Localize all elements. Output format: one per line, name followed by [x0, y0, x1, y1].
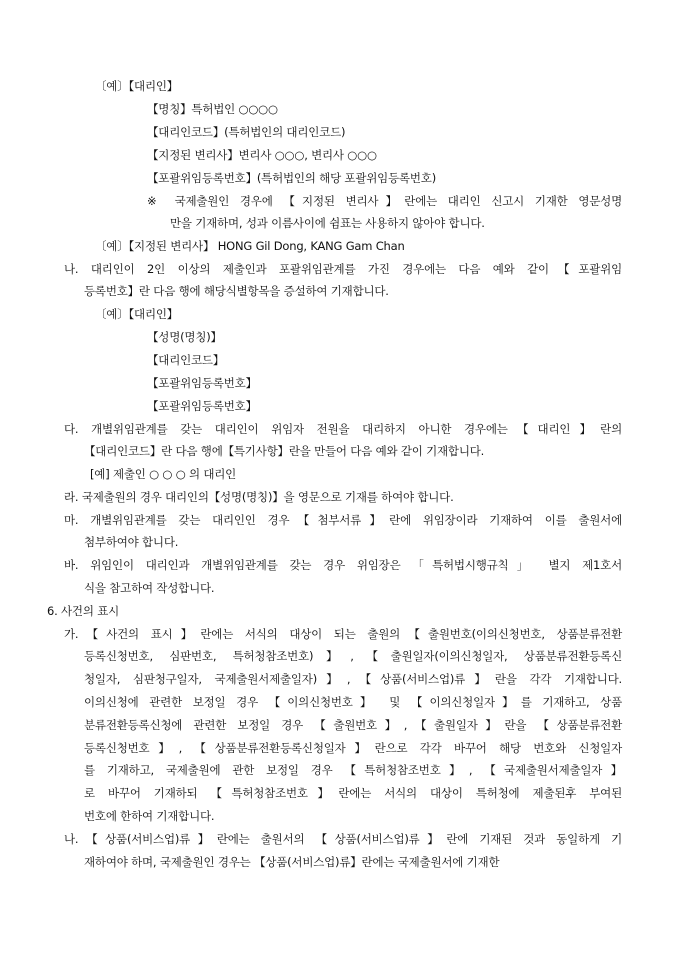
section-heading: 6. 사건의 표시 — [47, 604, 120, 618]
field-power-of-attorney-number: 【포괄위임등록번호】 — [147, 376, 257, 390]
paragraph-line: 번호에 한하여 기재합니다. — [84, 809, 215, 823]
example-label: 〔예〕【지정된 변리사】 HONG Gil Dong, KANG Gam Chan — [95, 239, 405, 253]
paragraph-line: 등록신청번호, 심판번호, 특허청참조번호)】,【출원일자(이의신청일자, 상품분류전환등록신 — [84, 649, 622, 663]
example-label: 〔예〕【대리인】 — [95, 79, 179, 93]
paragraph-line: 등록신청번호】, 【상품분류전환등록신청일자】란으로 각각 바꾸어 해당 번호와 신청일자 — [84, 741, 622, 755]
field-agent-code: 【대리인코드】 — [147, 353, 225, 367]
paragraph-line: 청일자, 심판청구일자, 국제출원서제출일자)】,【상품(서비스업)류】란을 각각 기재합니다. — [84, 672, 622, 686]
paragraph-line: 라. 국제출원의 경우 대리인의【성명(명칭)】을 영문으로 기재를 하여야 합니다. — [64, 490, 454, 504]
field-power-of-attorney-number: 【포괄위임등록번호】(특허법인의 해당 포괄위임등록번호) — [147, 171, 436, 185]
field-agent-code: 【대리인코드】(특허법인의 대리인코드) — [147, 125, 346, 139]
paragraph-line: 바. 위임인이 대리인과 개별위임관계를 갖는 경우 위임장은 「특허법시행규칙」 별지 제1호서 — [64, 558, 622, 572]
paragraph-line: 다. 개별위임관계를 갖는 대리인이 위임자 전원을 대리하지 아니한 경우에는【대리인】란의 — [64, 422, 622, 436]
paragraph-line: 나. 대리인이 2인 이상의 제출인과 포괄위임관계를 가진 경우에는 다음 예와 같이【포괄위임 — [64, 262, 622, 276]
field-power-of-attorney-number: 【포괄위임등록번호】 — [147, 399, 257, 413]
example-label: 〔예〕【대리인】 — [95, 307, 179, 321]
paragraph-line: 가.【사건의 표시】란에는 서식의 대상이 되는 출원의【출원번호(이의신청번호, 상품분류전환 — [64, 627, 622, 641]
paragraph-line: 를 기재하고, 국제출원에 관한 보정일 경우 【특허청참조번호】, 【국제출원서제출일자】 — [84, 763, 622, 777]
paragraph-line: 재하여야 하며, 국제출원인 경우는 【상품(서비스업)류】란에는 국제출원서에 기재한 — [84, 855, 500, 869]
paragraph-line: 【대리인코드】란 다음 행에【특기사항】란을 만들어 다음 예와 같이 기재합니다. — [84, 444, 485, 458]
paragraph-line: 첨부하여야 합니다. — [84, 535, 179, 549]
field-name: 【성명(명칭)】 — [147, 330, 222, 344]
paragraph-line: 등록번호】란 다음 행에 해당식별항목을 증설하여 기재합니다. — [84, 284, 389, 298]
paragraph-line: 로 바꾸어 기재하되 【특허청참조번호】란에는 서식의 대상이 특허청에 제출된후 부여된 — [84, 786, 622, 800]
paragraph-line: 분류전환등록신청에 관련한 보정일 경우 【출원번호】,【출원일자】란을 【상품분류전환 — [84, 718, 622, 732]
note-line: ※ 국제출원인 경우에 【지정된 변리사】란에는 대리인 신고시 기재한 영문성명 — [147, 194, 622, 208]
field-name: 【명칭】특허법인 ○○○○ — [147, 102, 278, 116]
paragraph-line: 이의신청에 관련한 보정일 경우 【이의신청번호】 및 【이의신청일자】를 기재하고, 상품 — [84, 695, 622, 709]
example-label: [예] 제출인 ○ ○ ○ 의 대리인 — [90, 467, 237, 481]
paragraph-line: 식을 참고하여 작성합니다. — [84, 581, 215, 595]
field-designated-attorney: 【지정된 변리사】변리사 ○○○, 변리사 ○○○ — [147, 148, 377, 162]
paragraph-line: 마. 개별위임관계를 갖는 대리인인 경우【첨부서류】란에 위임장이라 기재하여 이를 출원서에 — [64, 513, 622, 527]
paragraph-line: 나.【상품(서비스업)류】란에는 출원서의 【상품(서비스업)류】란에 기재된 것과 동일하게 기 — [64, 832, 622, 846]
note-line: 만을 기재하며, 성과 이름사이에 쉼표는 사용하지 않아야 합니다. — [170, 216, 485, 230]
